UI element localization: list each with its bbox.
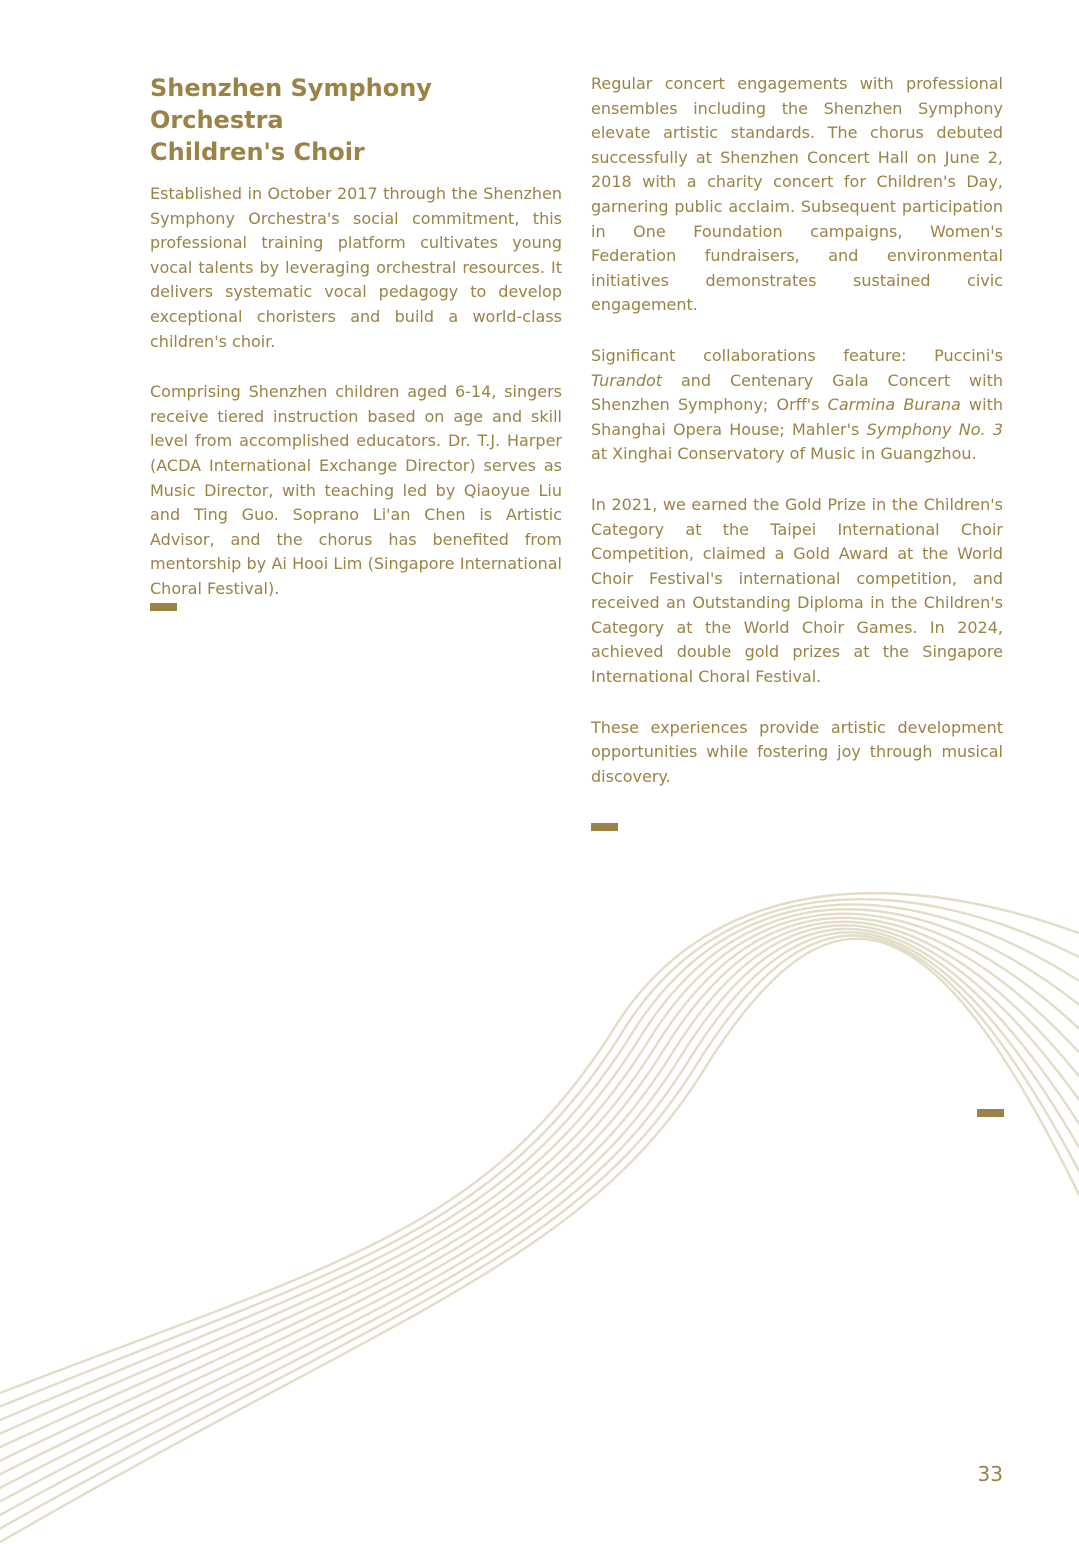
wave-line bbox=[0, 893, 1079, 1395]
accent-bar-right bbox=[591, 823, 618, 831]
title-line-2: Children's Choir bbox=[150, 138, 365, 166]
awards-paragraph: In 2021, we earned the Gold Prize in the Children's Category at the Taipei International Choir Competition, claimed a Gold Award at the World Choir Festival's international competition, and received an Outstanding Diploma in the Children's Category at the World Choir Games. In 2024, achieved double gold prizes at the Singapore International Choral Festival. bbox=[591, 494, 1003, 687]
page-number: 33 bbox=[977, 1462, 1003, 1486]
left-column bbox=[150, 182, 562, 628]
work-turandot: Turandot bbox=[591, 370, 663, 390]
wave-line bbox=[0, 929, 1079, 1504]
closing-paragraph: These experiences provide artistic development opportunities while fostering joy through musical discovery. bbox=[591, 717, 1003, 786]
collab-text-2: and Centenary Gala Concert with Shenzhen Symphony; Orff's bbox=[591, 370, 1003, 415]
accent-bar-far-right bbox=[977, 1109, 1004, 1117]
wave-line bbox=[0, 918, 1079, 1463]
concerts-paragraph: Regular concert engagements with professional ensembles including the Shenzhen Symphony elevate artistic standards. The chorus debuted successfully at Shenzhen Concert Hall on June 2, 2018 with a charity concert for Children's Day, garnering public acclaim. Subsequent participation in One Foundation campaigns, Women's Federation fundraisers, and environmental initiatives demonstrates sustained civic engagement. bbox=[591, 74, 1003, 315]
wave-line bbox=[0, 939, 1079, 1544]
collab-text-1: Significant collaborations feature: Puccini's bbox=[591, 345, 1003, 365]
wave-line bbox=[0, 899, 1079, 1408]
right-column bbox=[591, 72, 1003, 815]
collab-text-4: at Xinghai Conservatory of Music in Guangzhou. bbox=[591, 444, 977, 464]
collaborations-paragraph bbox=[591, 344, 1003, 467]
page-title bbox=[150, 72, 570, 168]
accent-bar-left bbox=[150, 603, 177, 611]
title-line-1: Shenzhen Symphony Orchestra bbox=[150, 74, 432, 134]
intro-paragraph: Established in October 2017 through the Shenzhen Symphony Orchestra's social commitment, this professional training platform cultivates young vocal talents by leveraging orchestral resources. It delivers systematic vocal pedagogy to develop exceptional choristers and build a world-class children's choir. bbox=[150, 184, 562, 351]
members-paragraph: Comprising Shenzhen children aged 6-14, singers receive tiered instruction based on age and skill level from accomplished educators. Dr. T.J. Harper (ACDA International Exchange Director) serves as Music Director, with teaching led by Qiaoyue Liu and Ting Guo. Soprano Li'an Chen is Artistic Advisor, and the chorus has benefited from mentorship by Ai Hooi Lim (Singapore International Choral Festival). bbox=[150, 382, 562, 598]
wave-line bbox=[0, 932, 1079, 1517]
work-symphony-no-3: Symphony No. 3 bbox=[866, 419, 1003, 439]
wave-line bbox=[0, 904, 1079, 1422]
wave-line bbox=[0, 914, 1079, 1450]
work-carmina-burana: Carmina Burana bbox=[827, 395, 961, 415]
collab-text-3: with Shanghai Opera House; Mahler's bbox=[591, 395, 1003, 439]
wave-line bbox=[0, 925, 1079, 1490]
wave-line bbox=[0, 922, 1079, 1477]
wave-line bbox=[0, 935, 1079, 1531]
wave-line bbox=[0, 909, 1079, 1436]
